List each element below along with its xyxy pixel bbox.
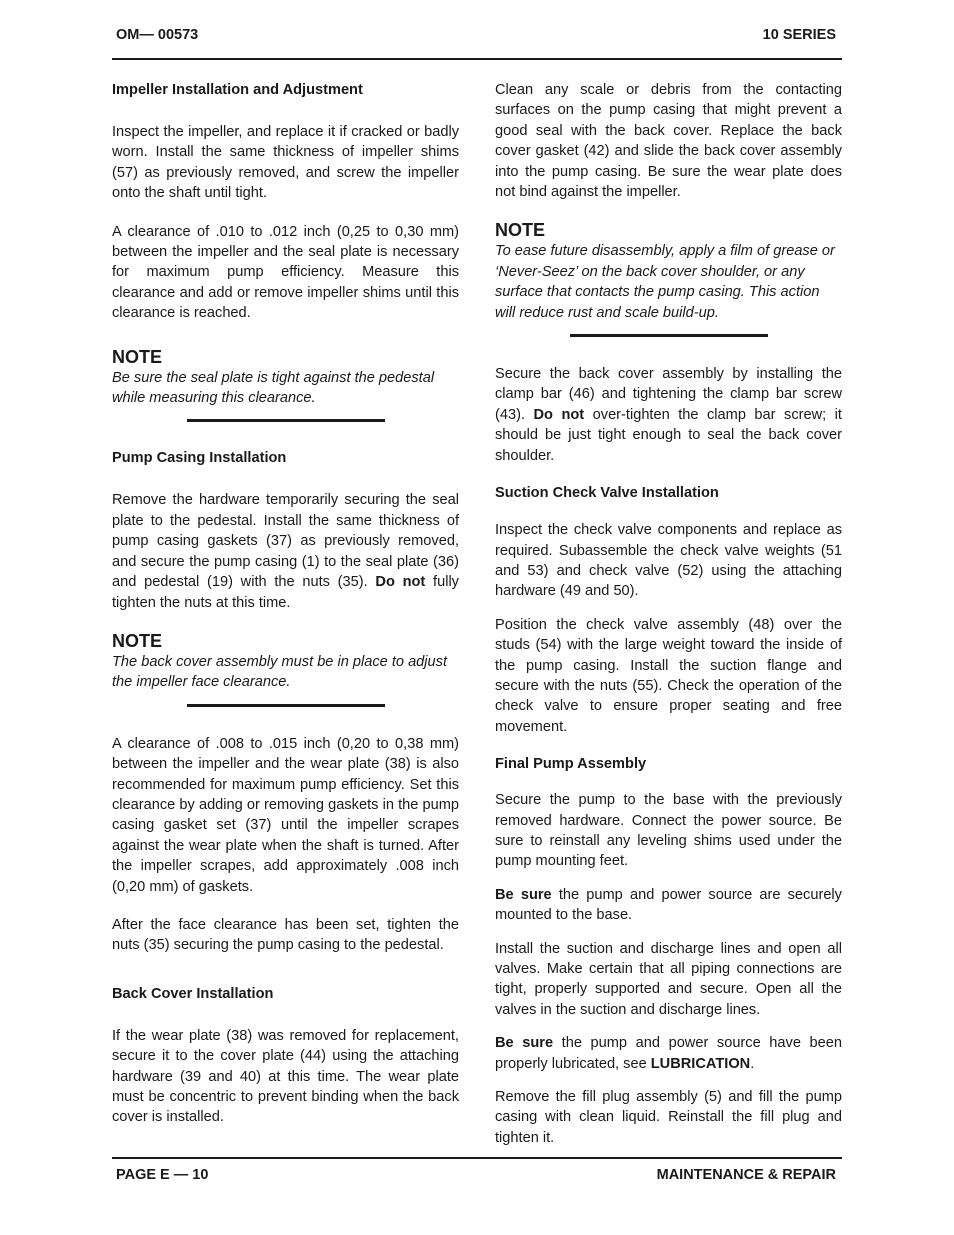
paragraph-final-5: Remove the fill plug assembly (5) and fill the pump casing with clean liquid. Reinstall the fill plug and tighten it. [495,1089,842,1146]
heading-check-valve: Suction Check Valve Installation [495,485,719,502]
heading-back-cover: Back Cover Installation [112,985,274,1002]
left-column [112,80,459,1128]
note-title: NOTE [112,346,163,367]
right-column [495,80,842,1148]
note-rule [570,334,768,337]
paragraph-impeller-1: Inspect the impeller, and replace it if cracked or badly worn. Install the same thickness of impeller shims (57) as previously removed, and screw the impeller onto the shaft until tight. [112,124,459,202]
lubrication-reference: LUBRICATION [650,1055,751,1072]
note-rule [187,419,385,422]
paragraph-casing-2: A clearance of .008 to .015 inch (0,20 to 0,38 mm) between the impeller and the wear plate (38) is also recommended for maximum pump efficiency. Set this clearance by adding or removing gaskets in the pump casing gasket set (37) until the impeller scrapes against the wear plate when the shaft is turned. After the impeller scrapes, add approximately .008 inch (0,20 mm) of gaskets. [112,735,459,895]
paragraph-back-cover-1: If the wear plate (38) was removed for replacement, secure it to the cover plate (44) using the attaching hardware (39 and 40) at this time. The wear plate must be concentric to prevent binding when the back cover is installed. [112,1027,459,1126]
paragraph-casing-3: After the face clearance has been set, tighten the nuts (35) securing the pump casing to the pedestal. [112,916,459,954]
paragraph-clean: Clean any scale or debris from the contacting surfaces on the pump casing that might prevent a good seal with the back cover. Replace the back cover gasket (42) and slide the back cover assembly into the pump casing. Be sure the wear plate does not bind against the impeller. [495,82,842,201]
note-title: NOTE [112,630,163,651]
paragraph-check-1: Inspect the check valve components and replace as required. Subassemble the check valve weights (51 and 53) and check valve (52) using the attaching hardware (49 and 50). [495,522,842,600]
paragraph-secure-back-cover: Secure the back cover assembly by installing the clamp bar (46) and tightening the clamp bar screw (43). Do not over-tighten the clamp bar screw; it should be just tight enough to seal the back cover shoulder. [495,366,842,464]
footer-rule [112,1157,842,1159]
paragraph-final-3: Install the suction and discharge lines and open all valves. Make certain that all piping connections are tight, properly supported and secure. Open all the valves in the suction and discharge lines. [495,940,842,1018]
note-rule [187,704,385,707]
heading-final-assembly: Final Pump Assembly [495,756,647,773]
note-back-cover [112,630,459,707]
heading-impeller: Impeller Installation and Adjustment [112,82,363,98]
document-id: OM— 00573 [116,27,199,43]
header-rule [112,58,842,60]
note-grease [495,219,842,337]
paragraph-check-2: Position the check valve assembly (48) over the studs (54) with the large weight toward the inside of the pump casing. Install the suction flange and secure with the nuts (55). Check the operation of the check valve to ensure proper seating and free movement. [495,616,842,735]
section-label: MAINTENANCE & REPAIR [656,1167,836,1183]
note-text: To ease future disassembly, apply a film of grease or ‘Never-Seez’ on the back cover shoulder, or any surface that contacts the pump casing. This action will reduce rust and scale build-up. [495,243,835,321]
note-title: NOTE [495,220,546,241]
series-label: 10 SERIES [762,27,836,43]
note-text: Be sure the seal plate is tight against the pedestal while measuring this clearance. [112,369,435,407]
note-seal-plate [112,346,459,423]
heading-pump-casing: Pump Casing Installation [112,450,287,467]
paragraph-final-1: Secure the pump to the base with the previously removed hardware. Connect the power source. Be sure to reinstall any leveling shims used under the pump mounting feet. [495,792,842,870]
paragraph-final-4: Be sure the pump and power source have been properly lubricated, see LUBRICATION. [495,1035,842,1072]
paragraph-casing-1: Remove the hardware temporarily securing the seal plate to the pedestal. Install the same thickness of pump casing gaskets (37) as previously removed, and secure the pump casing (1) to the seal plate (36) and pedestal (19) with the nuts (35). Do not fully tighten the nuts at this time. [112,492,459,611]
paragraph-final-2: Be sure the pump and power source are securely mounted to the base. [495,886,842,924]
paragraph-impeller-2: A clearance of .010 to .012 inch (0,25 to 0,30 mm) between the impeller and the seal plate is necessary for maximum pump efficiency. Measure this clearance and add or remove impeller shims until this clearance is reached. [112,223,459,322]
note-text: The back cover assembly must be in place to adjust the impeller face clearance. [112,653,448,691]
page-number: PAGE E — 10 [116,1167,209,1183]
